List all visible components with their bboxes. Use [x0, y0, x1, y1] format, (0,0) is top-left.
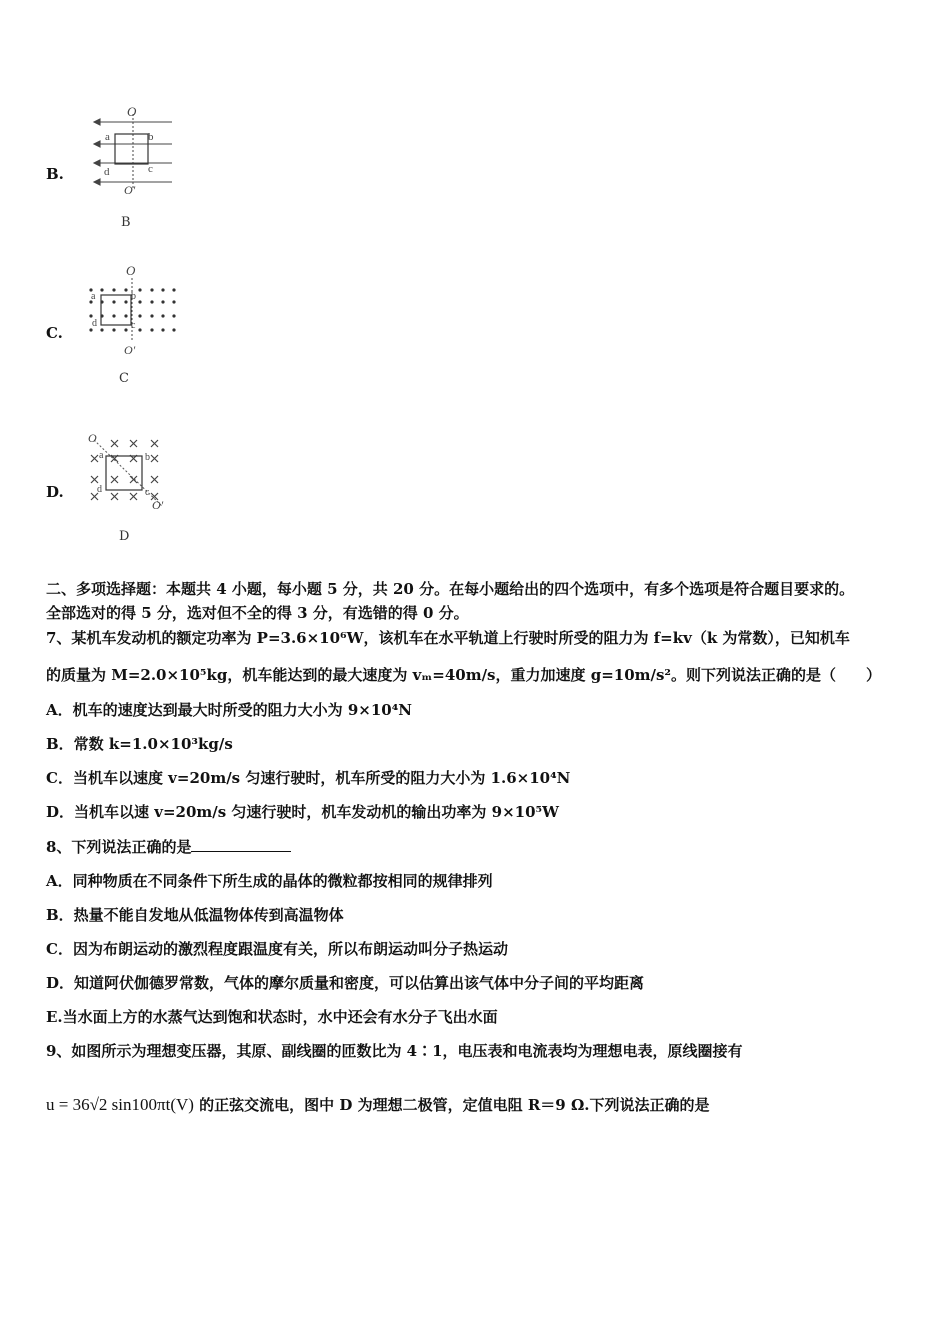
axis-label-top: O	[127, 104, 137, 119]
q7-option-d: D．当机车以速 v=20m/s 匀速行驶时，机车发动机的输出功率为 9×10⁵W	[46, 803, 559, 821]
figure-b-caption: B	[121, 215, 131, 230]
figure-b-diagram	[84, 100, 184, 195]
section-header-line1: 二、多项选择题：本题共 4 小题，每小题 5 分，共 20 分。在每小题给出的四个选项中，有多个选项是符合题目要求的。	[46, 580, 855, 598]
corner-label-c: c	[131, 320, 136, 331]
q8-stem: 8、下列说法正确的是	[46, 837, 291, 857]
corner-label-c: c	[148, 163, 153, 175]
option-b-label: B.	[46, 165, 64, 183]
q9-stem-line2: u = 36√2 sin100πt(V) 的正弦交流电，图中 D 为理想二极管，定值电阻 R＝9 Ω.下列说法正确的是	[46, 1095, 710, 1114]
figure-d-diagram	[84, 428, 184, 518]
answer-blank	[191, 837, 291, 852]
corner-label-b: b	[131, 291, 136, 302]
q8-option-c: C．因为布朗运动的激烈程度跟温度有关，所以布朗运动叫分子热运动	[46, 940, 508, 958]
option-c-label: C.	[46, 324, 63, 342]
option-d-label: D.	[46, 483, 64, 501]
axis-label-top: O	[88, 431, 97, 445]
axis-label-bottom: O'	[124, 183, 136, 195]
q8-option-b: B．热量不能自发地从低温物体传到高温物体	[46, 906, 344, 924]
q7-option-c: C．当机车以速度 v=20m/s 匀速行驶时，机车所受的阻力大小为 1.6×10⁴N	[46, 769, 571, 787]
corner-label-d: d	[97, 484, 102, 495]
section-header-line2: 全部选对的得 5 分，选对但不全的得 3 分，有选错的得 0 分。	[46, 604, 469, 622]
axis-label-bottom: O'	[152, 498, 164, 512]
q7-option-a: A．机车的速度达到最大时所受的阻力大小为 9×10⁴N	[46, 701, 413, 719]
q8-option-a: A．同种物质在不同条件下所生成的晶体的微粒都按相同的规律排列	[46, 872, 493, 890]
q7-option-b: B．常数 k=1.0×10³kg/s	[46, 735, 233, 753]
q8-option-d: D．知道阿伏伽德罗常数，气体的摩尔质量和密度，可以估算出该气体中分子间的平均距离	[46, 974, 645, 992]
corner-label-a: a	[91, 291, 96, 302]
q8-option-e: E.当水面上方的水蒸气达到饱和状态时，水中还会有水分子飞出水面	[46, 1008, 498, 1026]
corner-label-d: d	[92, 318, 97, 329]
corner-label-c: c	[145, 487, 150, 498]
figure-d-caption: D	[119, 529, 130, 544]
corner-label-d: d	[104, 166, 110, 178]
axis-label-top: O	[126, 263, 136, 278]
figure-c-caption: C	[119, 371, 129, 386]
figure-c-diagram	[84, 260, 184, 357]
corner-label-b: b	[148, 131, 154, 143]
q7-stem-line1: 7、某机车发动机的额定功率为 P=3.6×10⁶W，该机车在水平轨道上行驶时所受的阻力为 f=kv（k 为常数），已知机车	[46, 629, 850, 647]
q7-stem-line2: 的质量为 M=2.0×10⁵kg，机车能达到的最大速度为 vₘ=40m/s，重力加速度 g=10m/s²。则下列说法正确的是（ ）	[46, 666, 882, 684]
corner-label-a: a	[105, 131, 110, 143]
axis-label-bottom: O'	[124, 343, 136, 357]
voltage-formula: u = 36√2 sin100πt(V)	[46, 1095, 194, 1114]
corner-label-a: a	[99, 450, 104, 461]
corner-label-b: b	[145, 452, 150, 463]
q9-stem-line1: 9、如图所示为理想变压器，其原、副线圈的匝数比为 4∶1，电压表和电流表均为理想电表，原线圈接有	[46, 1042, 743, 1060]
